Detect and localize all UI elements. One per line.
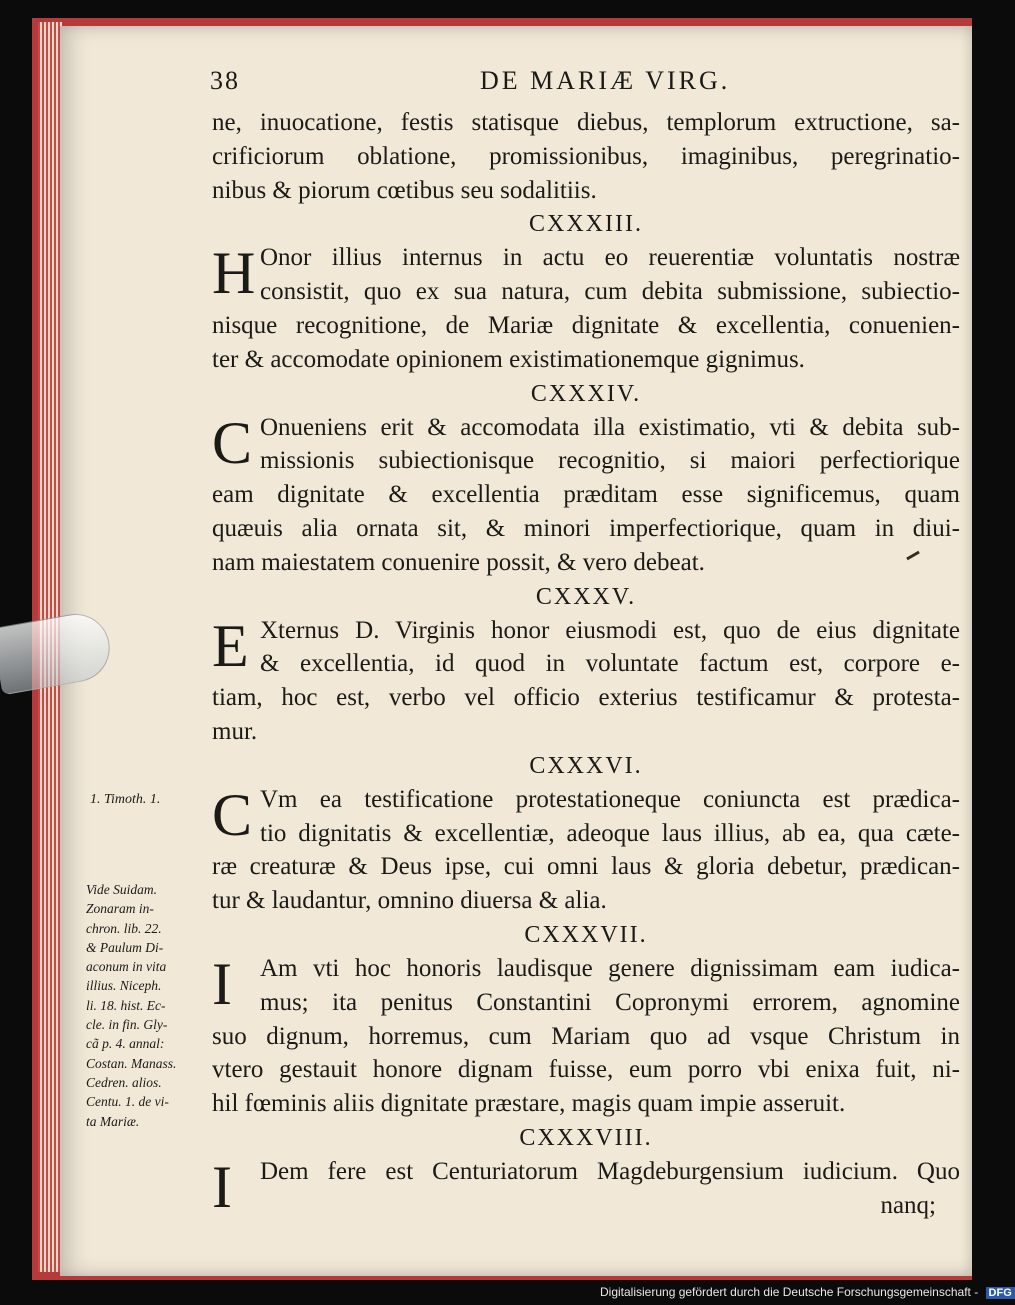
margin-note-line: cle. in fin. Gly- <box>86 1017 168 1033</box>
page-number: 38 <box>210 66 240 95</box>
section-number: CXXXVIII. <box>519 1124 653 1151</box>
margin-note-line: illius. Niceph. <box>86 978 162 994</box>
text-line: Onueniens erit & accomodata illa existimatio, vti & debita sub- <box>260 413 960 441</box>
text-line: quæuis alia ornata sit, & minori imperfectiorique, quam in diui- <box>212 514 960 542</box>
margin-note-line: Costan. Manass. <box>86 1055 177 1071</box>
section-paragraph <box>212 1155 960 1223</box>
text-line: nisque recognitione, de Mariæ dignitate & excellentia, conuenien- <box>212 311 960 339</box>
section-paragraph <box>212 952 960 1121</box>
margin-note-line: li. 18. hist. Ec- <box>86 997 166 1013</box>
text-line: Dem fere est Centuriatorum Magdeburgensium iudicium. Quo <box>260 1157 960 1185</box>
section-number: CXXXV. <box>535 583 637 610</box>
margin-note-line: & Paulum Di- <box>86 939 164 955</box>
main-text <box>212 106 960 1223</box>
section-number: CXXXIII. <box>529 211 643 238</box>
drop-cap: C <box>212 781 253 848</box>
text-line: tiam, hoc est, verbo vel officio exterius testificamur & protesta- <box>212 684 960 712</box>
footer-credit <box>600 1285 1015 1299</box>
section-paragraph <box>212 783 960 918</box>
footer-credit-text: Digitalisierung gefördert durch die Deutsche Forschungsgemeinschaft - <box>600 1285 979 1299</box>
text-line: nam maiestatem conuenire possit, & vero debeat. <box>212 548 705 576</box>
intro-paragraph <box>212 106 960 207</box>
text-line: missionis subiectionisque recognitio, si maiori perfectiorique <box>260 447 960 475</box>
text-line: ne, inuocatione, festis statisque diebus, templorum extructione, sa- <box>212 109 960 136</box>
text-line: tur & laudantur, omnino diuersa & alia. <box>212 887 607 915</box>
margin-note-line: Zonaram in- <box>86 901 154 917</box>
section-number: CXXXVI. <box>529 752 643 779</box>
margin-note-line: Cedren. alios. <box>86 1074 162 1090</box>
drop-cap: H <box>212 240 256 307</box>
book-page <box>60 26 972 1276</box>
text-line: Xternus D. Virginis honor eiusmodi est, quo de eius dignitate <box>260 616 960 644</box>
section-number: CXXXIV. <box>530 380 642 407</box>
text-line: Onor illius internus in actu eo reuerentiæ voluntatis nostræ <box>260 244 960 272</box>
text-line: Am vti hoc honoris laudisque genere dignissimam eam iudica- <box>260 954 960 982</box>
margin-note-line: chron. lib. 22. <box>86 920 162 936</box>
drop-cap: I <box>212 950 232 1017</box>
margin-note-line: ta Mariæ. <box>86 1113 140 1129</box>
margin-note-line: aconum in vita <box>86 959 167 975</box>
dfg-logo: DFG <box>986 1287 1015 1299</box>
text-line: mur. <box>212 717 258 745</box>
text-line: nibus & piorum cœtibus seu sodalitiis. <box>212 176 597 204</box>
drop-cap: E <box>212 612 249 679</box>
margin-note-line: Vide Suidam. <box>86 882 157 897</box>
margin-note-suidas <box>86 880 176 1131</box>
section-paragraph <box>212 411 960 580</box>
running-title: DE MARIÆ VIRG. <box>480 66 731 95</box>
text-line: consistit, quo ex sua natura, cum debita submissione, subiectio- <box>260 278 960 306</box>
drop-cap: C <box>212 409 253 476</box>
margin-note-timothy: 1. Timoth. 1. <box>90 792 161 807</box>
text-line: & excellentia, id quod in voluntate factum est, corpore e- <box>260 650 960 678</box>
text-line: Vm ea testificatione protestationeque coniuncta est prædica- <box>260 785 960 813</box>
text-line: ter & accomodate opinionem existimationemque gignimus. <box>212 345 805 373</box>
text-line: crificiorum oblatione, promissionibus, imaginibus, peregrinatio- <box>212 142 960 170</box>
section-number: CXXXVII. <box>524 921 648 948</box>
text-line: suo dignum, horremus, cum Mariam quo ad vsque Christum in <box>212 1022 960 1050</box>
margin-note-line: cã p. 4. annal: <box>86 1036 165 1052</box>
text-line: mus; ita penitus Constantini Copronymi errorem, agnomine <box>260 988 960 1016</box>
section-paragraph <box>212 614 960 749</box>
text-line: tio dignitatis & excellentiæ, adeoque laus illius, ab ea, qua cæte- <box>260 819 960 847</box>
margin-note-line: Centu. 1. de vi- <box>86 1094 169 1110</box>
section-paragraph <box>212 241 960 376</box>
catchword: nanq; <box>880 1191 936 1219</box>
text-line: vtero gestauit honore dignam fuisse, eum porro vbi enixa fuit, ni- <box>212 1056 960 1084</box>
drop-cap: I <box>212 1153 232 1220</box>
text-line: hil fœminis aliis dignitate præstare, magis quam impie asseruit. <box>212 1090 846 1118</box>
text-line: eam dignitate & excellentia præditam esse significemus, quam <box>212 481 960 509</box>
text-line: ræ creaturæ & Deus ipse, cui omni laus & gloria debetur, prædican- <box>212 853 960 881</box>
